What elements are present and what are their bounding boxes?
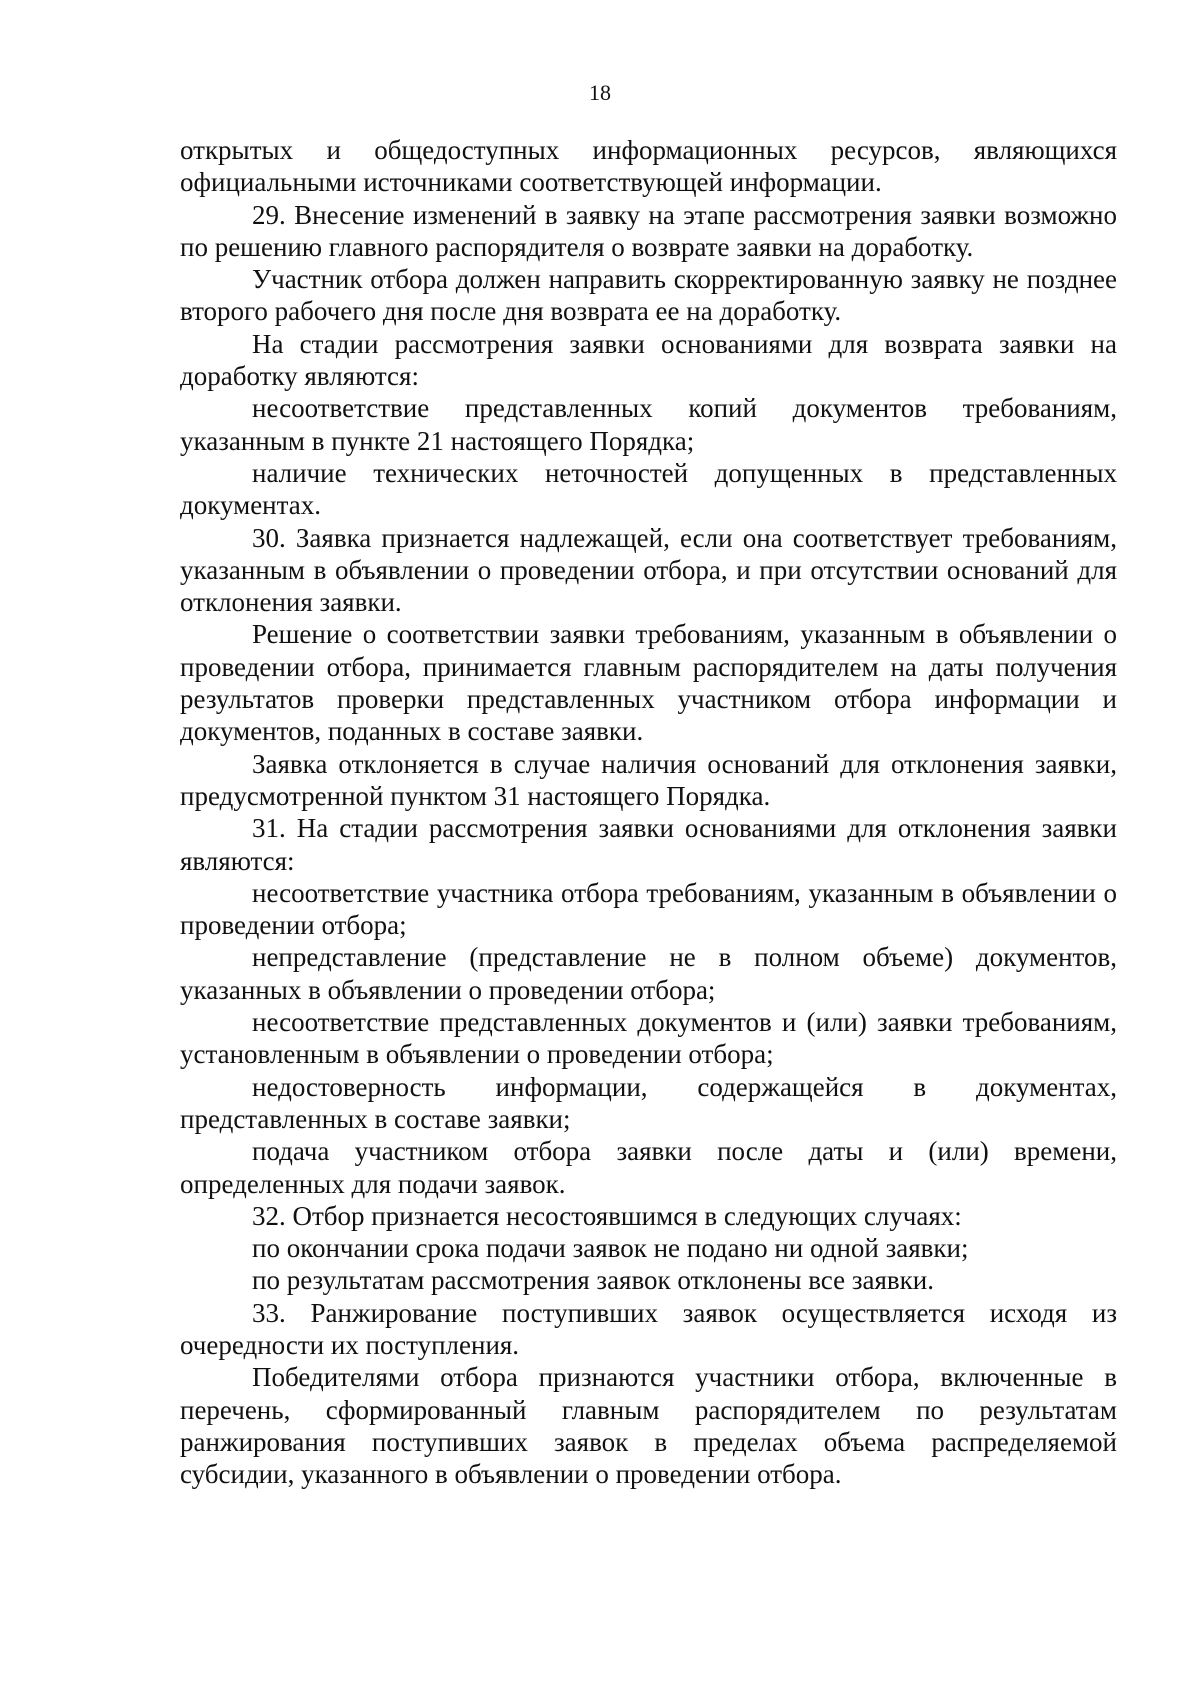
paragraph-item-29: 29. Внесение изменений в заявку на этапе рассмотрения заявки возможно по решению главного распорядителя о возврате заявки на доработку. <box>180 199 1117 262</box>
list-item: подача участником отбора заявки после даты и (или) времени, определенных для подачи заявок. <box>180 1136 1117 1199</box>
list-item: по результатам рассмотрения заявок отклонены все заявки. <box>252 1265 934 1296</box>
paragraph: Решение о соответствии заявки требованиям, указанным в объявлении о проведении отбора, принимается главным распорядителем на даты получения результатов проверки представленных участником отбора информации и документов, поданных в составе заявки. <box>180 619 1117 747</box>
paragraph: Заявка отклоняется в случае наличия оснований для отклонения заявки, предусмотренной пунктом 31 настоящего Порядка. <box>180 748 1117 811</box>
list-item: несоответствие представленных копий документов требованиям, указанным в пункте 21 настоящего Порядка; <box>180 393 1117 456</box>
list-item: несоответствие представленных документов и (или) заявки требованиям, установленным в объявлении о проведении отбора; <box>180 1007 1117 1070</box>
paragraph: На стадии рассмотрения заявки основаниями для возврата заявки на доработку являются: <box>180 328 1117 392</box>
list-item: по окончании срока подачи заявок не подано ни одной заявки; <box>252 1233 969 1264</box>
paragraph-item-33: 33. Ранжирование поступивших заявок осуществляется исходя из очередности их поступления. <box>180 1297 1117 1360</box>
paragraph-item-31: 31. На стадии рассмотрения заявки основаниями для отклонения заявки являются: <box>180 813 1117 876</box>
document-body <box>180 134 1117 1490</box>
paragraph-item-32: 32. Отбор признается несостоявшимся в следующих случаях: <box>252 1200 962 1231</box>
paragraph: Участник отбора должен направить скорректированную заявку не позднее второго рабочего дня после дня возврата ее на доработку. <box>180 264 1117 327</box>
list-item: наличие технических неточностей допущенных в представленных документах. <box>180 457 1117 521</box>
list-item: непредставление (представление не в полном объеме) документов, указанных в объявлении о проведении отбора; <box>180 942 1117 1005</box>
paragraph-item-30: 30. Заявка признается надлежащей, если она соответствует требованиям, указанным в объявлении о проведении отбора, и при отсутствии оснований для отклонения заявки. <box>180 522 1117 618</box>
list-item: недостоверность информации, содержащейся в документах, представленных в составе заявки; <box>180 1071 1117 1134</box>
paragraph: Победителями отбора признаются участники отбора, включенные в перечень, сформированный главным распорядителем по результатам ранжирования поступивших заявок в пределах объема распределяемой субсидии, указанного в объявлении о проведении отбора. <box>180 1362 1117 1490</box>
page-number: 18 <box>589 80 611 105</box>
list-item: несоответствие участника отбора требованиям, указанным в объявлении о проведении отбора; <box>180 877 1117 941</box>
paragraph-continuation: открытых и общедоступных информационных ресурсов, являющихся официальными источниками соответствующей информации. <box>180 135 1117 198</box>
